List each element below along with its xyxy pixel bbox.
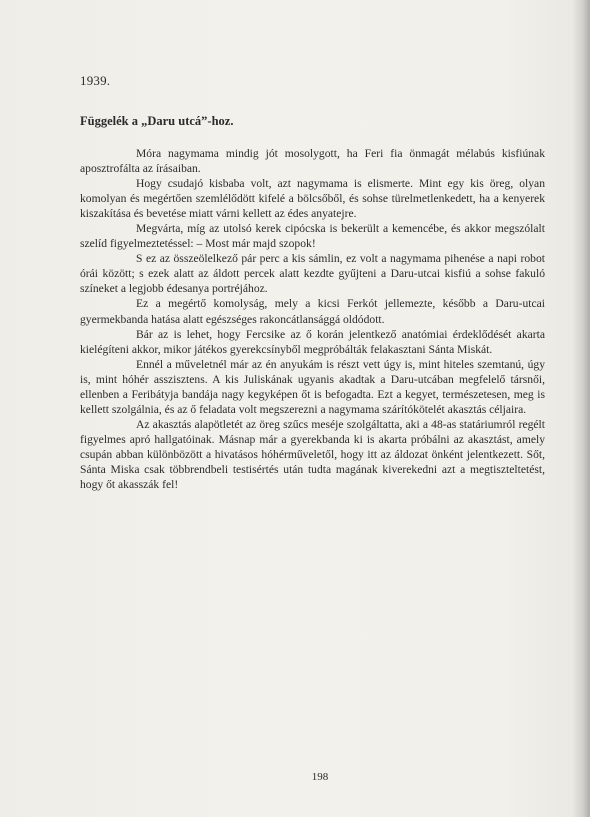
- year-marker: 1939.: [80, 73, 111, 88]
- paragraph: Az akasztás alapötletét az öreg szűcs meséje szolgáltatta, aki a 48-as statáriumról regélt figyelmes apró hallgatóinak. Másnap már a gyerekbanda ki is akarta próbálni az akasztást, amely csupán abban különbözött a hivatásos hóhérműveletől, hogy itt az áldozat önként jelentkezett. Sőt, Sánta Miska csak többrendbeli testisértés után tudta magának kiverekedni azt a megtiszteltetést, hogy őt akasszák fel!: [80, 417, 545, 492]
- paragraph: Megvárta, míg az utolsó kerek cipócska is bekerült a kemencébe, és akkor megszólalt szelíd figyelmeztetéssel: – Most már majd szopok!: [80, 222, 545, 251]
- paragraph: Ez a megértő komolyság, mely a kicsi Ferkót jellemezte, később a Daru-utcai gyermekbanda hatása alatt egészséges rakoncátlansággá oldódott.: [80, 297, 545, 326]
- body-text: [80, 146, 545, 492]
- paragraph: Móra nagymama mindig jót mosolygott, ha Feri fia önmagát mélabús kisfiúnak aposztrofálta az írásaiban.: [80, 147, 545, 176]
- paragraph: Hogy csudajó kisbaba volt, azt nagymama is elismerte. Mint egy kis öreg, olyan komolyan és megértően szemlélődött kifelé a bölcsőből, és sohse türelmetlenkedett, ha a kenyerek kiszakítása és bevetése miatt várni kellett az édes anyatejre.: [80, 177, 545, 221]
- paragraph: S ez az összeölelkező pár perc a kis sámlin, ez volt a nagymama pihenése a napi robot órái között; s ezek alatt az áldott percek alatt kezdte gyűjteni a Daru-utcai kisfiú a sohse fakuló színeket a legjobb édesanya portréjához.: [80, 252, 545, 296]
- paragraph: Bár az is lehet, hogy Fercsike az ő korán jelentkező anatómiai érdeklődését akarta kielégíteni akkor, mikor játékos gyerekcsínyből megpróbálták felakasztani Sánta Miskát.: [80, 327, 545, 356]
- page-number: 198: [311, 771, 329, 783]
- page-spine-shadow: [572, 0, 590, 817]
- paragraph: Ennél a műveletnél már az én anyukám is részt vett úgy is, mint hiteles szemtanú, úgy is, mint hóhér asszisztens. A kis Juliskának ugyanis akadtak a Daru-utcában megfelelő társnői, ellenben a Feribátyja bandája nagy kegyképen őt is befogadta. Ezt a kegyet, természetesen, meg is kellett szolgálnia, és az ő feladata volt megszerezni a nagymama szárítókötelét akasztás céljaira.: [80, 357, 545, 416]
- section-heading: Függelék a „Daru utcá”-hoz.: [80, 114, 234, 128]
